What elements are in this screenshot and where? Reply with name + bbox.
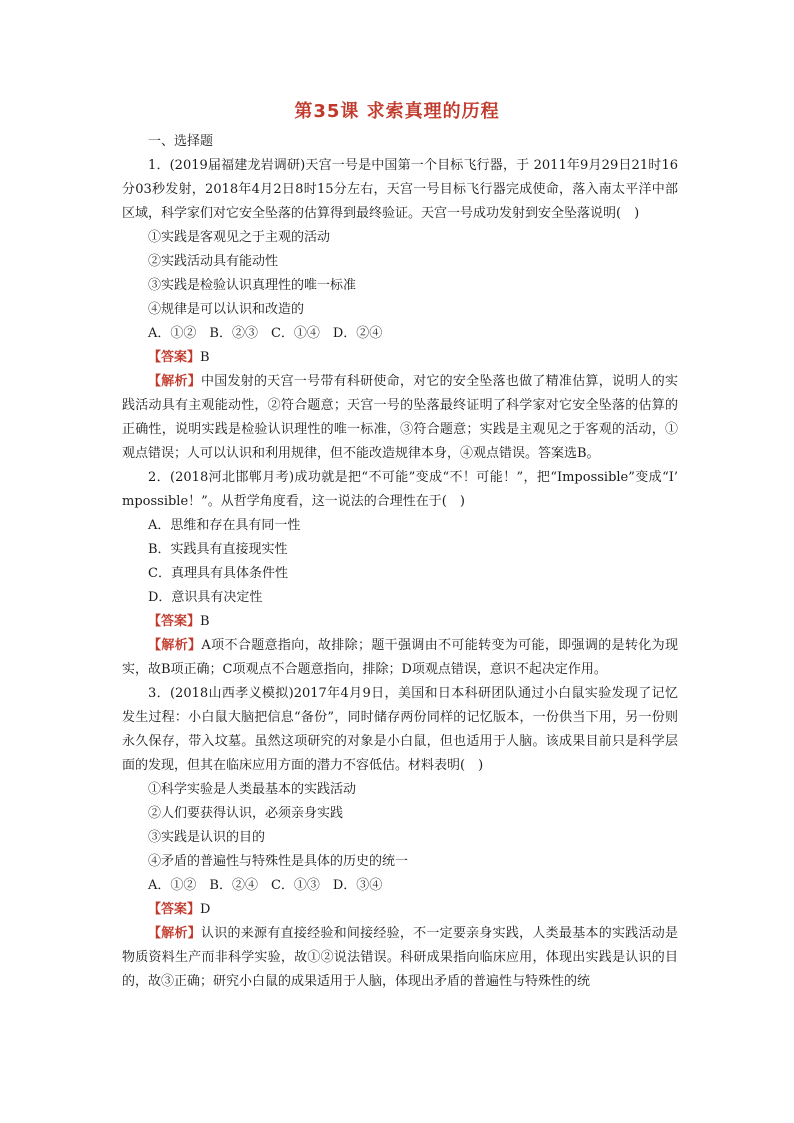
question-1-item-4: ④规律是可以认识和改造的 [148,302,305,317]
answer-value: B [200,350,210,365]
question-2-option-d: D．意识具有决定性 [148,590,263,605]
question-2-option-a: A．思维和存在具有同一性 [148,518,301,533]
question-2-option-c: C．真理具有具体条件性 [148,566,288,581]
question-1-answer [122,346,678,370]
analysis-tag: 【解析】 [148,638,202,653]
document-body [122,130,678,994]
question-1-stem: 1．(2019届福建龙岩调研)天宫一号是中国第一个目标飞行器，于 2011年9月29日21时16分03秒发射，2018年4月2日8时15分左右，天宫一号目标飞行器完成使命，落入南太平洋中部区域，科学家们对它安全坠落的估算得到最终验证。天宫一号成功发射到安全坠落说明( ) [122,158,678,221]
answer-value: D [200,902,211,917]
question-3-answer [122,898,678,922]
analysis-text: 中国发射的天宫一号带有科研使命，对它的安全坠落也做了精准估算，说明人的实践活动具有主观能动性，②符合题意；天宫一号的坠落最终证明了科学家对它安全坠落的估算的正确性，说明实践是检验认识理性的唯一标准，③符合题意；实践是主观见之于客观的活动，①观点错误；人可以认识和利用规律，但不能改造规律本身，④观点错误。答案选B。 [122,374,678,461]
question-3-item-1: ①科学实验是人类最基本的实践活动 [148,782,357,797]
section-heading: 一、选择题 [148,134,214,149]
question-2-answer [122,610,678,634]
question-1-item-1: ①实践是客观见之于主观的活动 [148,230,331,245]
question-3-analysis [122,922,678,994]
analysis-tag: 【解析】 [148,374,202,389]
question-3-options: A．①② B．②④ C．①③ D．③④ [148,878,383,893]
analysis-tag: 【解析】 [148,926,202,941]
question-1-analysis [122,370,678,466]
answer-tag: 【答案】 [148,350,201,365]
question-2-analysis [122,634,678,682]
question-1-options: A．①② B．②③ C．①④ D．②④ [148,326,383,341]
question-3-item-2: ②人们要获得认识，必须亲身实践 [148,806,344,821]
analysis-text: A项不合题意指向，故排除；题干强调由不可能转变为可能，即强调的是转化为现实，故B项正确；C项观点不合题意指向，排除；D项观点错误，意识不起决定作用。 [122,638,678,677]
question-1-item-2: ②实践活动具有能动性 [148,254,279,269]
question-3-stem: 3．(2018山西孝义模拟)2017年4月9日，美国和日本科研团队通过小白鼠实验发现了记忆发生过程：小白鼠大脑把信息“备份”，同时储存两份同样的记忆版本，一份供当下用，另一份则永久保存，带入坟墓。虽然这项研究的对象是小白鼠，但也适用于人脑。该成果目前只是科学层面的发现，但其在临床应用方面的潜力不容低估。材料表明( ) [122,686,678,773]
question-2-option-b: B．实践具有直接现实性 [148,542,288,557]
answer-value: B [200,614,210,629]
page-title: 第35课 求索真理的历程 [294,101,500,122]
question-1-item-3: ③实践是检验认识真理性的唯一标准 [148,278,357,293]
question-3-item-4: ④矛盾的普遍性与特殊性是具体的历史的统一 [148,854,409,869]
answer-tag: 【答案】 [148,902,201,917]
question-2-stem: 2．(2018河北邯郸月考)成功就是把“不可能”变成“不！可能！”，把“Impossible”变成“I’ mpossible！”。从哲学角度看，这一说法的合理性在于( ) [122,470,678,509]
answer-tag: 【答案】 [148,614,201,629]
analysis-text: 认识的来源有直接经验和间接经验，不一定要亲身实践，人类最基本的实践活动是物质资料生产而非科学实验，故①②说法错误。科研成果指向临床应用，体现出实践是认识的目的，故③正确；研究小白鼠的成果适用于人脑，体现出矛盾的普遍性与特殊性的统 [122,926,678,989]
question-3-item-3: ③实践是认识的目的 [148,830,266,845]
